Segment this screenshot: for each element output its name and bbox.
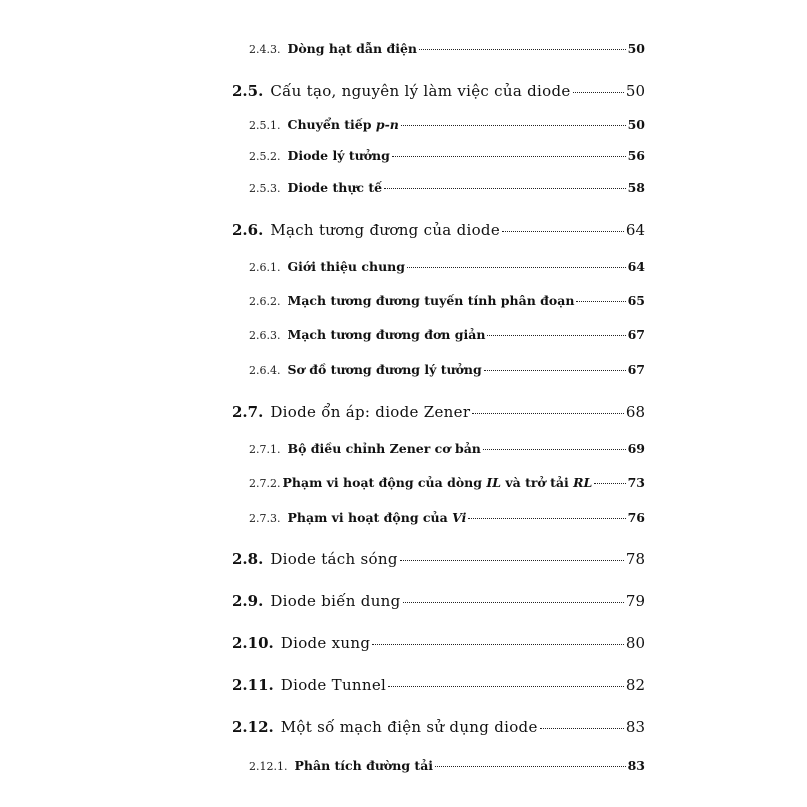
dot-leader — [407, 267, 626, 268]
dot-leader — [594, 483, 625, 484]
dot-leader — [388, 686, 624, 687]
toc-page-number: 78 — [625, 550, 645, 568]
toc-page-number: 83 — [625, 718, 645, 736]
toc-title: Diode thực tế — [287, 180, 383, 195]
toc-title-emphasis: RL — [573, 475, 593, 490]
toc-title: Diode tách sóng — [270, 550, 398, 568]
toc-title: Mạch tương đương tuyến tính phân đoạn — [287, 293, 575, 308]
toc-number: 2.9. — [232, 592, 264, 610]
toc-number: 2.6.3. — [249, 329, 281, 342]
toc-entry-2-6[interactable] — [232, 221, 645, 239]
toc-number: 2.7. — [232, 403, 264, 421]
toc-page-number: 50 — [627, 117, 645, 132]
toc-page-number: 68 — [625, 403, 645, 421]
dot-leader — [401, 125, 626, 126]
toc-title: Diode lý tưởng — [287, 148, 390, 163]
toc-number: 2.6.1. — [249, 261, 281, 274]
toc-page-number: 50 — [627, 41, 645, 56]
toc-page-number: 73 — [627, 475, 645, 490]
toc-title: Phân tích đường tải — [294, 758, 434, 773]
toc-number: 2.7.3. — [249, 512, 281, 525]
toc-title: Một số mạch điện sử dụng diode — [280, 718, 538, 736]
toc-title: Diode Tunnel — [280, 676, 387, 694]
dot-leader — [392, 156, 626, 157]
toc-title: Chuyển tiếp p-n — [287, 117, 399, 132]
toc-title-emphasis: IL — [486, 475, 501, 490]
toc-title: Phạm vi hoạt động của Vi — [287, 510, 467, 525]
dot-leader — [403, 602, 624, 603]
toc-page-number: 83 — [627, 758, 645, 773]
toc-number: 2.5. — [232, 82, 264, 100]
toc-entry-2-5[interactable] — [232, 82, 645, 100]
toc-title: Diode biến dung — [270, 592, 401, 610]
toc-title: Mạch tương đương đơn giản — [287, 327, 486, 342]
toc-entry-2-6-4[interactable] — [249, 362, 645, 377]
toc-page-number: 56 — [627, 148, 645, 163]
toc-title-emphasis: p-n — [375, 117, 399, 132]
toc-number: 2.4.3. — [249, 43, 281, 56]
toc-entry-2-5-1[interactable] — [249, 117, 645, 132]
toc-entry-2-7[interactable] — [232, 403, 645, 421]
dot-leader — [502, 231, 624, 232]
toc-page-number: 65 — [627, 293, 645, 308]
toc-number: 2.6. — [232, 221, 264, 239]
dot-leader — [484, 370, 626, 371]
dot-leader — [435, 766, 626, 767]
toc-entry-2-7-1[interactable] — [249, 441, 645, 456]
dot-leader — [400, 560, 624, 561]
toc-entry-2-10[interactable] — [232, 634, 645, 652]
toc-entry-2-11[interactable] — [232, 676, 645, 694]
toc-title: Bộ điều chỉnh Zener cơ bản — [287, 441, 481, 456]
toc-number: 2.5.3. — [249, 182, 281, 195]
toc-title: Diode ổn áp: diode Zener — [270, 403, 471, 421]
dot-leader — [576, 301, 625, 302]
dot-leader — [483, 449, 626, 450]
dot-leader — [468, 518, 625, 519]
toc-entry-2-6-2[interactable] — [249, 293, 645, 308]
dot-leader — [487, 335, 625, 336]
toc-number: 2.5.1. — [249, 119, 281, 132]
toc-entry-2-6-1[interactable] — [249, 259, 645, 274]
toc-page-number: 64 — [625, 221, 645, 239]
toc-title: Mạch tương đương của diode — [270, 221, 501, 239]
dot-leader — [384, 188, 625, 189]
toc-page-number: 67 — [627, 327, 645, 342]
toc-number: 2.11. — [232, 676, 274, 694]
toc-page-number: 64 — [627, 259, 645, 274]
toc-number: 2.12. — [232, 718, 274, 736]
toc-number: 2.8. — [232, 550, 264, 568]
toc-title: Diode xung — [280, 634, 371, 652]
toc-number: 2.6.2. — [249, 295, 281, 308]
toc-title: Sơ đồ tương đương lý tưởng — [287, 362, 482, 377]
toc-entry-2-7-3[interactable] — [249, 510, 645, 525]
toc-entry-2-7-2[interactable] — [249, 475, 645, 490]
toc-number: 2.7.1. — [249, 443, 281, 456]
dot-leader — [372, 644, 624, 645]
toc-number: 2.6.4. — [249, 364, 281, 377]
toc-number: 2.10. — [232, 634, 274, 652]
toc-entry-2-4-3[interactable] — [249, 41, 645, 56]
toc-entry-2-8[interactable] — [232, 550, 645, 568]
toc-number: 2.5.2. — [249, 150, 281, 163]
toc-entry-2-6-3[interactable] — [249, 327, 645, 342]
toc-title: Giới thiệu chung — [287, 259, 405, 274]
toc-title: Phạm vi hoạt động của dòng IL và trở tải RL — [282, 475, 593, 490]
toc-entry-2-12-1[interactable] — [249, 758, 645, 773]
toc-number: 2.12.1. — [249, 760, 288, 773]
toc-entry-2-9[interactable] — [232, 592, 645, 610]
toc-page-number: 80 — [625, 634, 645, 652]
toc-entry-2-12[interactable] — [232, 718, 645, 736]
toc-entry-2-5-2[interactable] — [249, 148, 645, 163]
toc-title-emphasis: Vi — [452, 510, 467, 525]
toc-page-number: 82 — [625, 676, 645, 694]
toc-page-number: 58 — [627, 180, 645, 195]
dot-leader — [419, 49, 626, 50]
toc-page-number: 67 — [627, 362, 645, 377]
toc-page-number: 76 — [627, 510, 645, 525]
toc-number: 2.7.2. — [249, 477, 281, 490]
toc-title: Dòng hạt dẫn điện — [287, 41, 417, 56]
toc-page-number: 79 — [625, 592, 645, 610]
dot-leader — [540, 728, 624, 729]
toc-title: Cấu tạo, nguyên lý làm việc của diode — [270, 82, 571, 100]
toc-page-number: 50 — [625, 82, 645, 100]
toc-page-number: 69 — [627, 441, 645, 456]
dot-leader — [573, 92, 624, 93]
dot-leader — [472, 413, 624, 414]
toc-entry-2-5-3[interactable] — [249, 180, 645, 195]
